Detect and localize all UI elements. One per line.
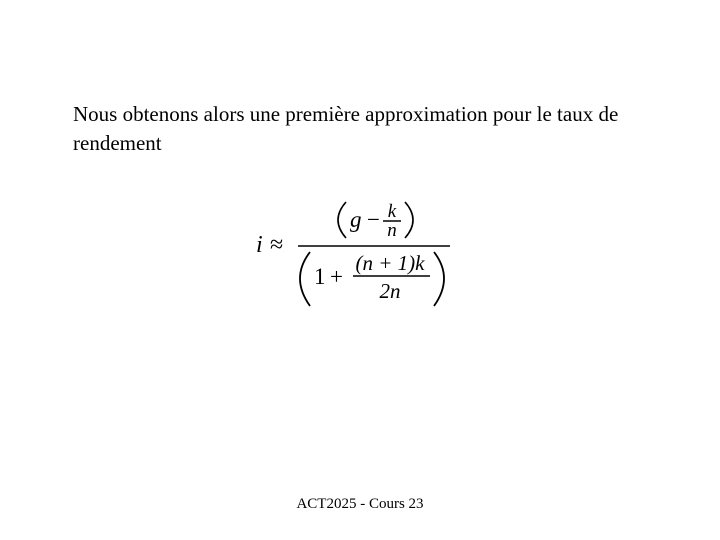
denominator-right-paren	[434, 252, 444, 306]
numerator-left-paren	[338, 202, 346, 238]
numerator-minus: −	[367, 207, 380, 232]
denominator-one: 1	[314, 264, 326, 289]
formula-approx-sign: ≈	[270, 232, 284, 258]
formula-lhs: i	[256, 232, 263, 258]
denominator-inner-numerator: (n + 1)k	[355, 251, 425, 275]
numerator-g: g	[350, 207, 362, 232]
slide-footer: ACT2025 - Cours 23	[296, 496, 424, 512]
denominator-left-paren	[300, 252, 310, 306]
denominator-plus: +	[330, 264, 343, 289]
denominator-inner-denominator: 2n	[379, 279, 401, 303]
body-text: Nous obtenons alors une première approximation pour le taux de rendement	[73, 102, 619, 155]
rate-approximation-formula	[250, 190, 470, 320]
numerator-right-paren	[405, 202, 413, 238]
numerator-k: k	[387, 201, 397, 222]
numerator-n: n	[387, 220, 397, 241]
